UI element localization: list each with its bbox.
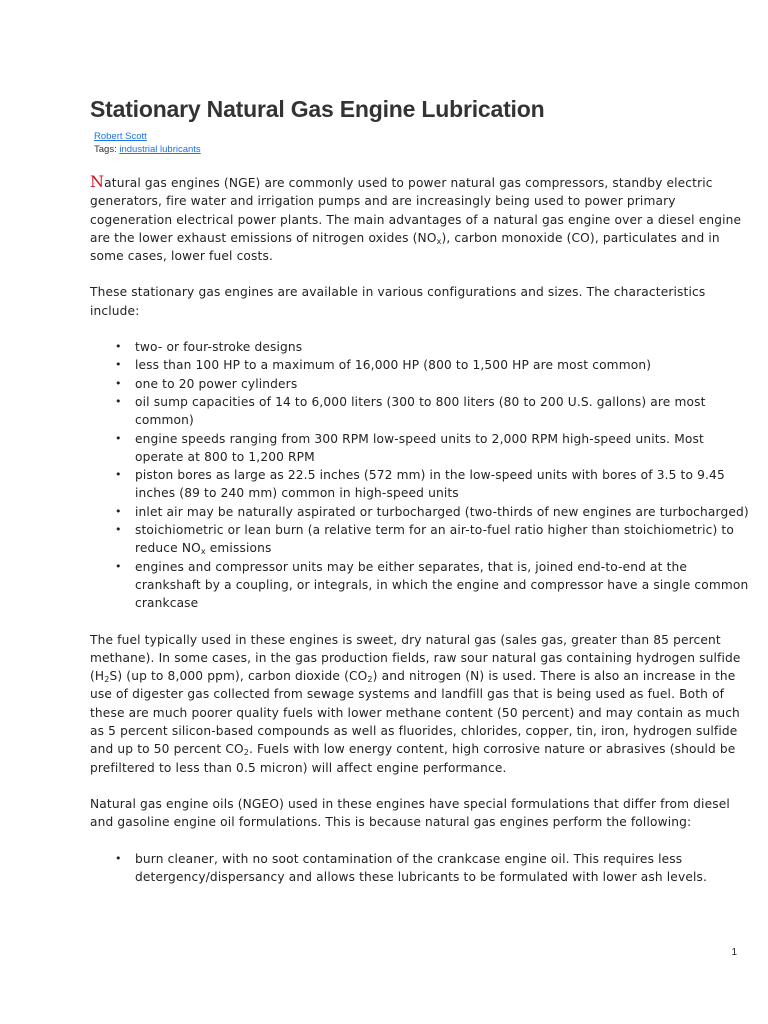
drop-cap: N [90,172,105,191]
tag-link[interactable]: industrial lubricants [119,144,201,155]
article-body [90,174,750,886]
list-item: • stoichiometric or lean burn (a relative term for an air-to-fuel ratio higher than stoichiometric) to reduce $NO_x$ emissions [135,521,750,558]
list-item: • engines and compressor units may be either separates, that is, joined end-to-end at the crankshaft by a coupling, or integrals, in which the engine and compressor have a single common crankcase [135,558,750,613]
author-link[interactable]: Robert Scott [94,131,147,142]
document-page [90,96,750,904]
list-item: • less than 100 HP to a maximum of 16,000 HP (800 to 1,500 HP are most common) [135,356,750,374]
list-item: • oil sump capacities of 14 to 6,000 liters (300 to 800 liters (80 to 200 U.S. gallons) are most common) [135,393,750,430]
paragraph-characteristics: These stationary gas engines are available in various configurations and sizes. The characteristics include: [90,285,706,318]
list-item: • two- or four-stroke designs [135,338,750,356]
page-number: 1 [731,947,737,958]
article-meta [90,130,750,156]
article-title: Stationary Natural Gas Engine Lubrication [90,96,545,122]
paragraph-intro: Natural gas engines (NGE) are commonly used to power natural gas compressors, standby electric generators, fire water and irrigation pumps and are increasingly being used to power primary cogeneration electrical power plants. The main advantages of a natural gas engine over a diesel engine are the lower exhaust emissions of nitrogen oxides $(NO_x)$, carbon monoxide (CO), particulates and in some cases, lower fuel costs. [90,172,742,264]
list-item: • inlet air may be naturally aspirated or turbocharged (two-thirds of new engines are turbocharged) [135,503,750,521]
paragraph-oils: Natural gas engine oils (NGEO) used in these engines have special formulations that differ from diesel and gasoline engine oil formulations. This is because natural gas engines perform the following: [90,796,730,830]
list-item: • piston bores as large as 22.5 inches (572 mm) in the low-speed units with bores of 3.5 to 9.45 inches (89 to 240 mm) common in high-speed units [135,466,750,503]
tags-label: Tags: [94,144,120,155]
list-item: • engine speeds ranging from 300 RPM low-speed units to 2,000 RPM high-speed units. Most operate at 800 to 1,200 RPM [135,430,750,467]
oil-features-list [90,850,750,887]
list-item: • burn cleaner, with no soot contamination of the crankcase engine oil. This requires less detergency/dispersancy and allows these lubricants to be formulated with lower ash levels. [135,850,750,887]
characteristics-list [90,338,750,612]
paragraph-fuel: The fuel typically used in these engines is sweet, dry natural gas (sales gas, greater than 85 percent methane). In some cases, in the gas production fields, raw sour natural gas containing hydrogen sulfide $(H_2S)$ (up to 8,000 ppm), carbon dioxide $(CO_2)$ and nitrogen (N) is used. There is also an increase in the use of digester gas collected from sewage systems and landfill gas that is being used as fuel. Both of these are much poorer quality fuels with lower methane content (50 percent) and may contain as much as 5 percent silicon-based compounds as well as fluorides, chlorides, copper, tin, iron, hydrogen sulfide and up to 50 percent $CO_2$. Fuels with low energy content, high corrosive nature or abrasives (should be prefiltered to less than 0.5 micron) will affect engine performance. [90,632,741,775]
list-item: • one to 20 power cylinders [135,375,750,393]
